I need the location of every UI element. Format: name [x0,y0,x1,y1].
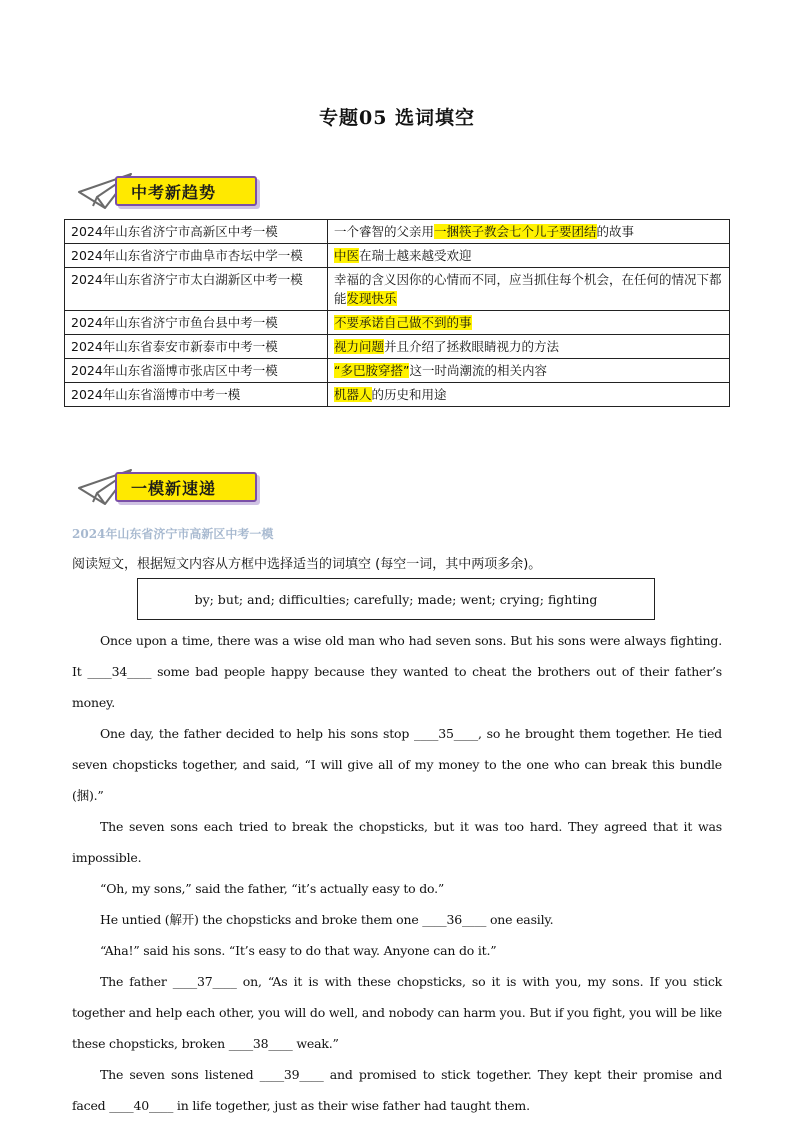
passage-paragraph: The seven sons listened ____39____ and promised to stick together. They kept their promise and faced ____40____ in life together, just as their wise father had taught them. [72,1067,722,1113]
section-label-recent: 一模新速递 [115,472,257,502]
trend-table [64,219,730,407]
table-row [65,359,730,383]
passage-paragraph: The seven sons each tried to break the chopsticks, but it was too hard. They agreed that it was impossible. [72,819,722,865]
page-title: 专题05 选词填空 [318,107,476,129]
source-cell: 2024年山东省济宁市高新区中考一模 [65,220,328,244]
topic-cell [328,311,730,335]
section-banner-trend [75,170,275,214]
passage-paragraph: The father ____37____ on, “As it is with these chopsticks, so it is with you, my sons. If you stick together and help each other, you will do well, and nobody can harm you. But if you fight, you will be like these chopsticks, broken ____38____ weak.” [72,974,722,1051]
topic-text: 的历史和用途 [371,387,447,402]
source-cell: 2024年山东省泰安市新泰市中考一模 [65,335,328,359]
passage-paragraph: Once upon a time, there was a wise old man who had seven sons. But his sons were always fighting. It ____34____ some bad people happy because they wanted to cheat the brothers out of their father’s money. [72,633,722,710]
source-cell: 2024年山东省淄博市张店区中考一模 [65,359,328,383]
exam-source: 2024年山东省济宁市高新区中考一模 [72,527,274,541]
highlighted-text: 发现快乐 [346,291,397,306]
word-box: by; but; and; difficulties; carefully; made; went; crying; fighting [137,578,655,620]
table-row [65,335,730,359]
topic-cell [328,335,730,359]
passage-paragraph: He untied (解开) the chopsticks and broke them one ____36____ one easily. [100,912,554,927]
highlighted-text: 视力问题 [334,339,385,354]
source-cell: 2024年山东省济宁市鱼台县中考一模 [65,311,328,335]
topic-cell [328,359,730,383]
table-row [65,383,730,407]
topic-cell [328,220,730,244]
highlighted-text: “多巴胺穿搭” [334,363,410,378]
highlighted-text: 不要承诺自己做不到的事 [334,315,472,330]
topic-text: 幸福的含义因你的心情而不同，应当抓住每个机会，在任何的情况下都能 [334,272,722,306]
topic-text: 的故事 [596,224,635,239]
highlighted-text: 一捆筷子教会七个儿子要团结 [434,224,597,239]
topic-cell [328,383,730,407]
topic-cell [328,268,730,311]
section-label-trend: 中考新趋势 [115,176,257,206]
table-row [65,268,730,311]
source-cell: 2024年山东省淄博市中考一模 [65,383,328,407]
instruction-text: 阅读短文，根据短文内容从方框中选择适当的词填空 (每空一词，其中两项多余)。 [72,557,542,572]
highlighted-text: 机器人 [334,387,372,402]
section-banner-recent [75,466,275,510]
topic-text: 这一时尚潮流的相关内容 [409,363,547,378]
highlighted-text: 中医 [334,248,360,263]
table-row [65,244,730,268]
passage-paragraph: “Aha!” said his sons. “It’s easy to do that way. Anyone can do it.” [100,943,497,958]
source-cell: 2024年山东省济宁市曲阜市杏坛中学一模 [65,244,328,268]
table-row [65,311,730,335]
passage-paragraph: “Oh, my sons,” said the father, “it’s actually easy to do.” [100,881,445,896]
passage [72,625,722,1121]
topic-text: 并且介绍了拯救眼睛视力的方法 [384,339,560,354]
table-row [65,220,730,244]
topic-text: 一个睿智的父亲用 [334,224,435,239]
passage-paragraph: One day, the father decided to help his sons stop ____35____, so he brought them together. He tied seven chopsticks together, and said, “I will give all of my money to the one who can break this bundle (捆).” [72,726,722,803]
source-cell: 2024年山东省济宁市太白湖新区中考一模 [65,268,328,311]
topic-cell [328,244,730,268]
topic-text: 在瑞士越来越受欢迎 [359,248,472,263]
